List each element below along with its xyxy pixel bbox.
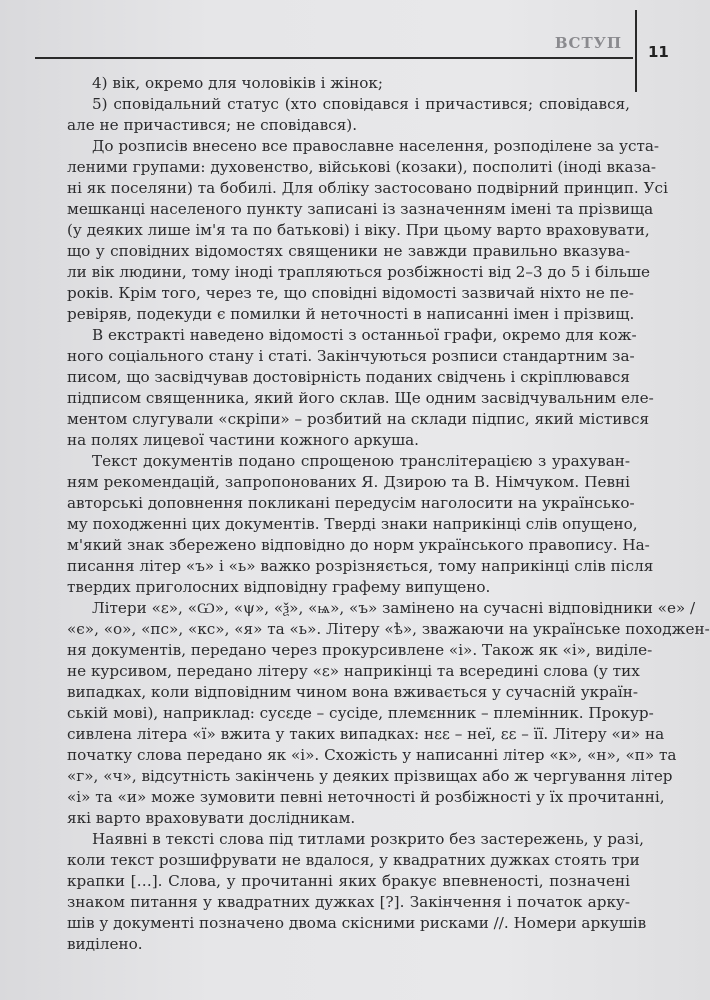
text-line: писом, що засвідчував достовірність поданих свідчень і скріплювався	[67, 368, 630, 386]
section-title: ВСТУП	[554, 34, 622, 52]
text-line: твердих приголосних відповідну графему випущено.	[67, 578, 491, 596]
text-line: років. Крім того, через те, що сповідні відомості зазвичай ніхто не пе-	[67, 284, 634, 302]
text-line: ревіряв, подекуди є помилки й неточності в написанні імен і прізвищ.	[67, 305, 635, 323]
text-line: ментом слугували «скріпи» – розбитий на склади підпис, який містився	[67, 410, 650, 428]
text-line: Текст документів подано спрощеною транслітерацією з урахуван-	[92, 452, 630, 470]
text-line: В екстракті наведено відомості з останньої графи, окремо для кож-	[92, 326, 637, 344]
text-line: на полях лицевої частини кожного аркуша.	[67, 431, 420, 449]
text-line: які варто враховувати дослідникам.	[67, 809, 356, 827]
text-line: знаком питання у квадратних дужках [?]. Закінчення і початок арку-	[67, 893, 630, 911]
text-line: ській мові), наприклад: сусεде – сусіде, племεнник – племінник. Прокур-	[67, 704, 654, 722]
text-line: писання літер «ъ» і «ь» важко розрізняється, тому наприкінці слів після	[67, 557, 654, 575]
text-line: авторські доповнення покликані передусім наголосити на українсько-	[67, 494, 635, 512]
text-line: що у сповідних відомостях священики не завжди правильно вказува-	[67, 242, 630, 260]
text-line: випадках, коли відповідним чином вона вживається у сучасній україн-	[67, 683, 639, 701]
text-line: До розписів внесено все православне населення, розподілене за уста-	[92, 137, 660, 155]
text-line: коли текст розшифрувати не вдалося, у квадратних дужках стоять три	[67, 851, 640, 869]
text-line: підписом священника, який його склав. Ще одним засвідчувальним еле-	[67, 389, 654, 407]
header-vertical-rule	[635, 10, 637, 92]
paragraph	[67, 325, 654, 451]
text-line: крапки […]. Слова, у прочитанні яких бракує впевненості, позначені	[67, 872, 630, 890]
text-line: «є», «о», «пс», «кс», «я» та «ь». Літеру «ѣ», зважаючи на українське походжен-	[67, 620, 710, 638]
paragraph	[67, 73, 630, 94]
header-rule	[35, 57, 633, 59]
text-line: «і» та «и» може зумовити певні неточності й розбіжності у їх прочитанні,	[67, 788, 665, 806]
text-line: (у деяких лише ім'я та по батькові) і віку. При цьому варто враховувати,	[67, 221, 650, 239]
text-line: сивлена літера «ї» вжита у таких випадках: нεε – неї, εε – її. Літеру «и» на	[67, 725, 665, 743]
text-line: м'який знак збережено відповідно до норм українського правопису. На-	[67, 536, 650, 554]
text-line: початку слова передано як «і». Схожість у написанні літер «к», «н», «п» та	[67, 746, 677, 764]
paragraph	[67, 94, 630, 136]
text-line: леними групами: духовенство, військові (козаки), посполиті (іноді вказа-	[67, 158, 657, 176]
text-line: але не причастився; не сповідався).	[67, 116, 358, 134]
text-line: ня документів, передано через прокурсивлене «і». Також як «і», виділе-	[67, 641, 653, 659]
text-line: Наявні в тексті слова під титлами розкрито без застережень, у разі,	[92, 830, 644, 848]
text-line: не курсивом, передано літеру «ε» наприкінці та всередині слова (у тих	[67, 662, 640, 680]
text-line: «г», «ч», відсутність закінчень у деяких прізвищах або ж чергування літер	[67, 767, 673, 785]
page-body	[67, 73, 710, 955]
text-line: му походженні цих документів. Тверді знаки наприкінці слів опущено,	[67, 515, 638, 533]
text-line: виділено.	[67, 935, 143, 953]
text-line: ні як поселяни) та бобилі. Для обліку застосовано подвірний принцип. Усі	[67, 179, 668, 197]
text-line: мешканці населеного пункту записані із зазначенням імені та прізвища	[67, 200, 654, 218]
paragraph	[67, 598, 710, 829]
text-line: 4) вік, окремо для чоловіків і жінок;	[92, 74, 384, 92]
text-line: 5) сповідальний статус (хто сповідався і причастився; сповідався,	[92, 95, 630, 113]
paragraph	[67, 829, 647, 955]
text-line: ли вік людини, тому іноді трапляються розбіжності від 2–3 до 5 і більше	[67, 263, 651, 281]
paragraph	[67, 451, 654, 598]
text-line: ного соціального стану і статі. Закінчуються розписи стандартним за-	[67, 347, 635, 365]
text-line: ням рекомендацій, запропонованих Я. Дзирою та В. Німчуком. Певні	[67, 473, 630, 491]
page-number: 11	[648, 43, 669, 61]
text-line: Літери «ε», «Ѡ», «ψ», «ѯ», «ѩ», «ъ» замінено на сучасні відповідники «е» /	[92, 599, 696, 617]
text-line: шів у документі позначено двома скісними рисками //. Номери аркушів	[67, 914, 647, 932]
paragraph	[67, 136, 668, 325]
